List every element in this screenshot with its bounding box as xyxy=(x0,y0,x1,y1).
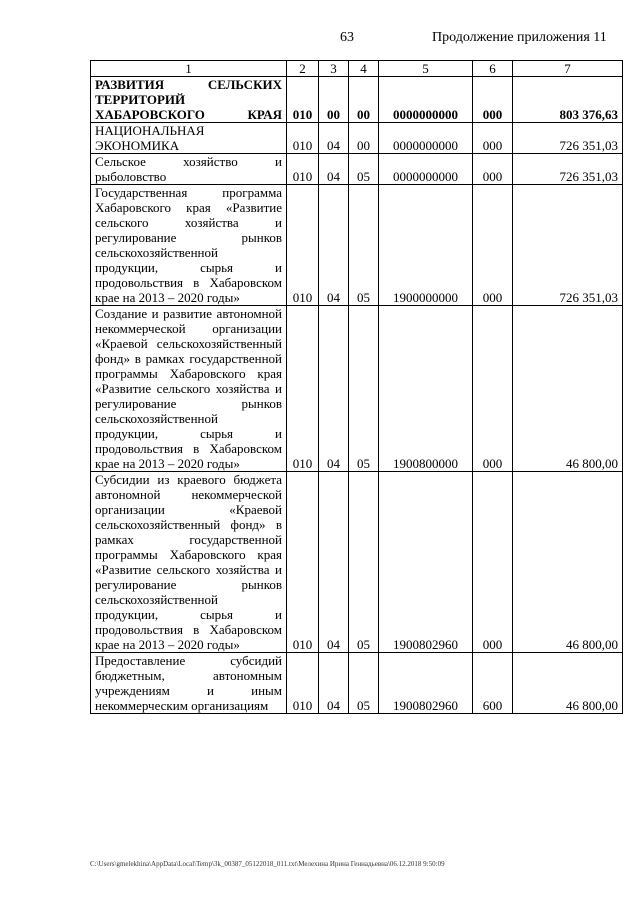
row-code-4: 05 xyxy=(349,154,379,185)
row-code-5: 0000000000 xyxy=(379,123,473,154)
row-code-4: 05 xyxy=(349,653,379,714)
row-code-5: 1900802960 xyxy=(379,653,473,714)
row-code-4: 05 xyxy=(349,185,379,306)
row-code-3: 04 xyxy=(319,185,349,306)
page-number: 63 xyxy=(340,30,354,45)
col-header: 4 xyxy=(349,61,379,77)
row-code-6: 000 xyxy=(473,77,513,123)
row-amount: 46 800,00 xyxy=(513,306,623,472)
row-amount: 726 351,03 xyxy=(513,185,623,306)
row-code-6: 600 xyxy=(473,653,513,714)
row-name: НАЦИОНАЛЬНАЯ ЭКОНОМИКА xyxy=(91,123,287,154)
row-code-2: 010 xyxy=(287,185,319,306)
table-row xyxy=(91,472,623,653)
col-header: 3 xyxy=(319,61,349,77)
row-code-2: 010 xyxy=(287,123,319,154)
row-code-5: 1900802960 xyxy=(379,472,473,653)
row-name: Предоставление субсидий бюджетным, автономным учреждениям и иным некоммерческим организациям xyxy=(91,653,287,714)
col-header: 5 xyxy=(379,61,473,77)
row-code-6: 000 xyxy=(473,154,513,185)
row-code-4: 05 xyxy=(349,306,379,472)
row-name: РАЗВИТИЯ СЕЛЬСКИХ ТЕРРИТОРИЙ ХАБАРОВСКОГО КРАЯ xyxy=(91,77,287,123)
row-amount: 726 351,03 xyxy=(513,154,623,185)
file-path-footer: C:\Users\gmelekhina\AppData\Local\Temp\3k_00387_05122018_011.txt\Мелехина Ирина Геннадьевна\06.12.2018 9:50:09 xyxy=(90,860,445,868)
row-code-2: 010 xyxy=(287,472,319,653)
row-code-6: 000 xyxy=(473,123,513,154)
table-row xyxy=(91,653,623,714)
row-code-5: 1900800000 xyxy=(379,306,473,472)
col-header: 2 xyxy=(287,61,319,77)
row-name: Субсидии из краевого бюджета автономной некоммерческой организации «Краевой сельскохозяйственный фонд» в рамках государственной программы Хабаровского края «Развитие сельского хозяйства и регулирование рынков сельскохозяйственной продукции, сырья и продовольствия в Хабаровском крае на 2013 – 2020 годы» xyxy=(91,472,287,653)
row-code-5: 1900000000 xyxy=(379,185,473,306)
table-row xyxy=(91,185,623,306)
row-code-2: 010 xyxy=(287,653,319,714)
row-code-3: 00 xyxy=(319,77,349,123)
row-amount: 46 800,00 xyxy=(513,653,623,714)
row-code-4: 00 xyxy=(349,77,379,123)
budget-table xyxy=(90,60,623,714)
row-name: Создание и развитие автономной некоммерческой организации «Краевой сельскохозяйственный фонд» в рамках государственной программы Хабаровского края «Развитие сельского хозяйства и регулирование рынков сельскохозяйственной продукции, сырья и продовольствия в Хабаровском крае на 2013 – 2020 годы» xyxy=(91,306,287,472)
row-code-5: 0000000000 xyxy=(379,154,473,185)
table-row xyxy=(91,77,623,123)
row-code-6: 000 xyxy=(473,185,513,306)
col-header: 6 xyxy=(473,61,513,77)
row-code-6: 000 xyxy=(473,306,513,472)
row-code-4: 05 xyxy=(349,472,379,653)
row-code-6: 000 xyxy=(473,472,513,653)
row-code-4: 00 xyxy=(349,123,379,154)
table-row xyxy=(91,306,623,472)
row-amount: 803 376,63 xyxy=(513,77,623,123)
row-code-3: 04 xyxy=(319,306,349,472)
row-name: Государственная программа Хабаровского края «Развитие сельского хозяйства и регулирование рынков сельскохозяйственной продукции, сырья и продовольствия в Хабаровском крае на 2013 – 2020 годы» xyxy=(91,185,287,306)
col-header: 1 xyxy=(91,61,287,77)
appendix-continuation: Продолжение приложения 11 xyxy=(432,30,607,45)
table-header-row xyxy=(91,61,623,77)
row-code-2: 010 xyxy=(287,77,319,123)
row-code-3: 04 xyxy=(319,123,349,154)
table-row xyxy=(91,123,623,154)
row-code-3: 04 xyxy=(319,653,349,714)
row-code-3: 04 xyxy=(319,154,349,185)
row-code-3: 04 xyxy=(319,472,349,653)
row-code-2: 010 xyxy=(287,306,319,472)
row-code-2: 010 xyxy=(287,154,319,185)
table-row xyxy=(91,154,623,185)
col-header: 7 xyxy=(513,61,623,77)
row-name: Сельское хозяйство и рыболовство xyxy=(91,154,287,185)
row-code-5: 0000000000 xyxy=(379,77,473,123)
row-amount: 726 351,03 xyxy=(513,123,623,154)
row-amount: 46 800,00 xyxy=(513,472,623,653)
